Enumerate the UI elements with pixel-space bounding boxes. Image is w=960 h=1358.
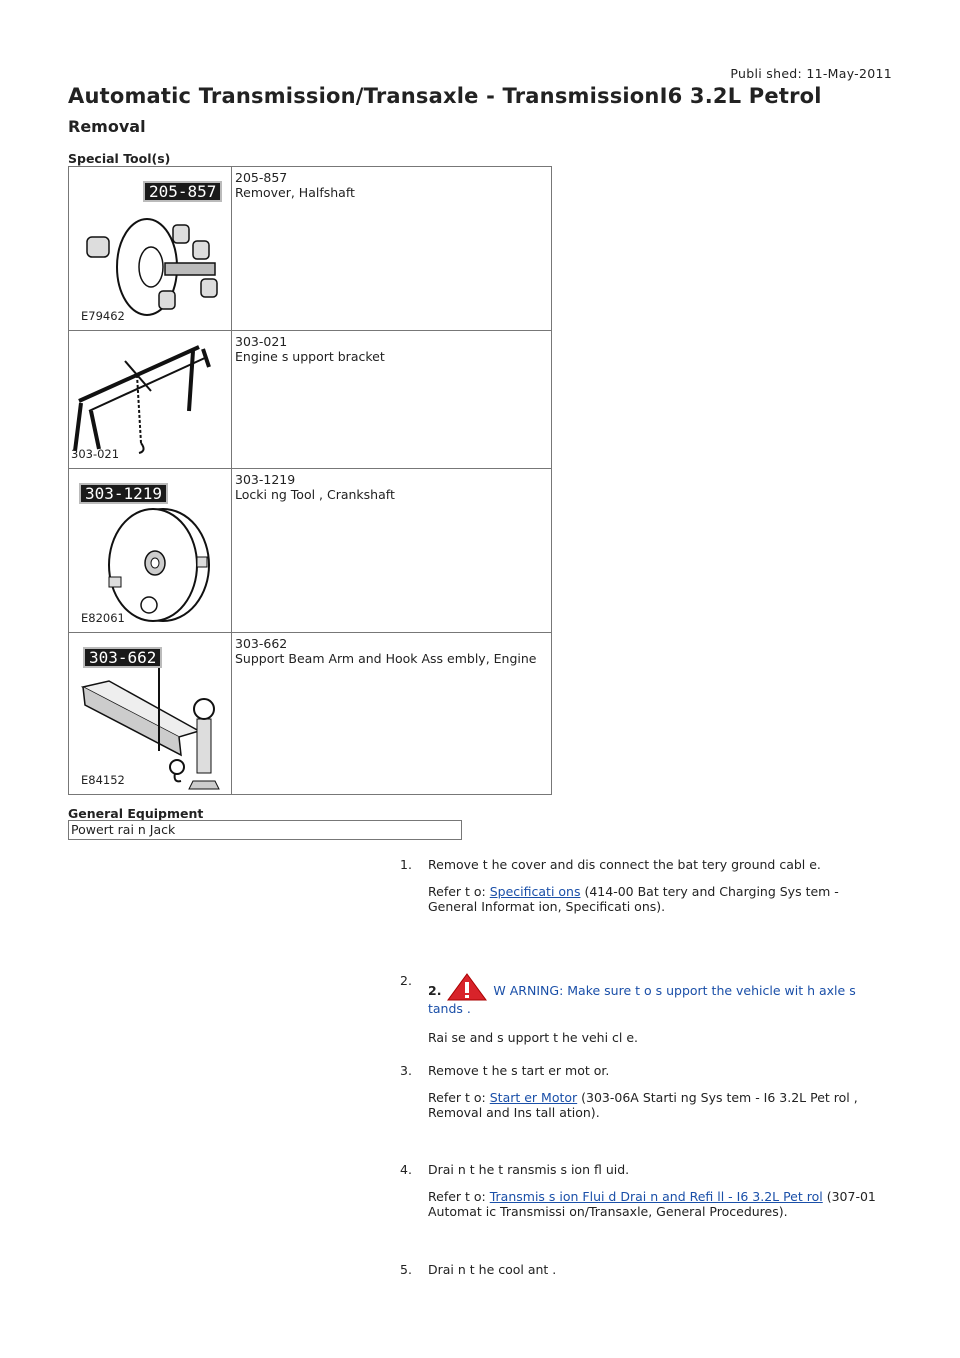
step-text: Remove t he cover and dis connect the bat tery ground cabl e. (428, 857, 821, 872)
transmission-fluid-drain-link[interactable]: Transmis s ion Flui d Drai n and Refi ll - I6 3.2L Pet rol (489, 1189, 823, 1204)
tool-image-cell (69, 633, 232, 795)
tool-number: 303-662 (235, 636, 288, 651)
halfshaft-remover-icon (69, 167, 229, 329)
step-reference: Refer t o: Specificati ons (414-00 Bat tery and Charging Sys tem - General Informat ion, Specificati ons). (428, 884, 839, 914)
illustration-code: E79462 (81, 309, 125, 323)
tool-name: Engine s upport bracket (235, 349, 385, 364)
tool-number: 303-021 (235, 334, 288, 349)
section-subtitle: Removal (68, 117, 146, 136)
crankshaft-locking-tool-illustration (69, 469, 229, 631)
tool-tag: 303-662 (83, 647, 162, 668)
tool-row (69, 469, 552, 633)
general-equipment-heading: General Equipment (68, 806, 204, 821)
warning-text: W ARNING: Make sure t o s upport the vehicle wit h axle s tands . (428, 983, 856, 1016)
tool-number: 303-1219 (235, 472, 296, 487)
step-number: 1. (400, 857, 412, 872)
step-text: Drai n t he cool ant . (428, 1262, 557, 1277)
published-date: Publi shed: 11-May-2011 (730, 66, 892, 81)
engine-support-bracket-illustration (69, 331, 229, 467)
tool-tag: 205-857 (143, 181, 222, 202)
tool-desc-cell (232, 469, 552, 633)
step-reference: Refer t o: Transmis s ion Flui d Drai n and Refi ll - I6 3.2L Pet rol (307-01 Automat ic Transmissi on/Transaxle, General Procedures). (428, 1189, 876, 1219)
step-number: 5. (400, 1262, 412, 1277)
step-reference: Refer t o: Start er Motor (303-06A Starti ng Sys tem - I6 3.2L Pet rol , Removal and Ins tall ation). (428, 1090, 858, 1120)
tool-row (69, 167, 552, 331)
tool-number: 205-857 (235, 170, 288, 185)
page-title: Automatic Transmission/Transaxle - TransmissionI6 3.2L Petrol (68, 84, 822, 108)
tool-tag: 303-1219 (79, 483, 168, 504)
illustration-code: E84152 (81, 773, 125, 787)
step-warning (428, 973, 888, 1016)
step-text: Drai n t he t ransmis s ion fl uid. (428, 1162, 630, 1177)
tool-row (69, 633, 552, 795)
step-number: 2. (400, 973, 412, 988)
tool-image-cell (69, 167, 232, 331)
halfshaft-remover-illustration (69, 167, 229, 329)
illustration-code: 303-021 (71, 447, 120, 461)
special-tools-heading: Special Tool(s) (68, 151, 171, 166)
tool-row (69, 331, 552, 469)
tool-desc-cell (232, 167, 552, 331)
general-equipment-item: Powert rai n Jack (68, 820, 462, 840)
specifications-link[interactable]: Specificati ons (489, 884, 581, 899)
warning-triangle-icon (447, 973, 487, 1001)
tool-desc-cell (232, 633, 552, 795)
step-text: Remove t he s tart er mot or. (428, 1063, 610, 1078)
step-text: Rai se and s upport t he vehi cl e. (428, 1030, 639, 1045)
tool-name: Remover, Halfshaft (235, 185, 355, 200)
step-number: 3. (400, 1063, 412, 1078)
warning-step-label: 2. (428, 983, 442, 998)
support-beam-arm-illustration (69, 633, 229, 793)
tool-name: Locki ng Tool , Crankshaft (235, 487, 395, 502)
tool-image-cell (69, 331, 232, 469)
step-number: 4. (400, 1162, 412, 1177)
tool-name: Support Beam Arm and Hook Ass embly, Engine (235, 651, 537, 666)
illustration-code: E82061 (81, 611, 125, 625)
starter-motor-link[interactable]: Start er Motor (489, 1090, 578, 1105)
special-tools-table (68, 166, 552, 795)
tool-desc-cell (232, 331, 552, 469)
tool-image-cell (69, 469, 232, 633)
